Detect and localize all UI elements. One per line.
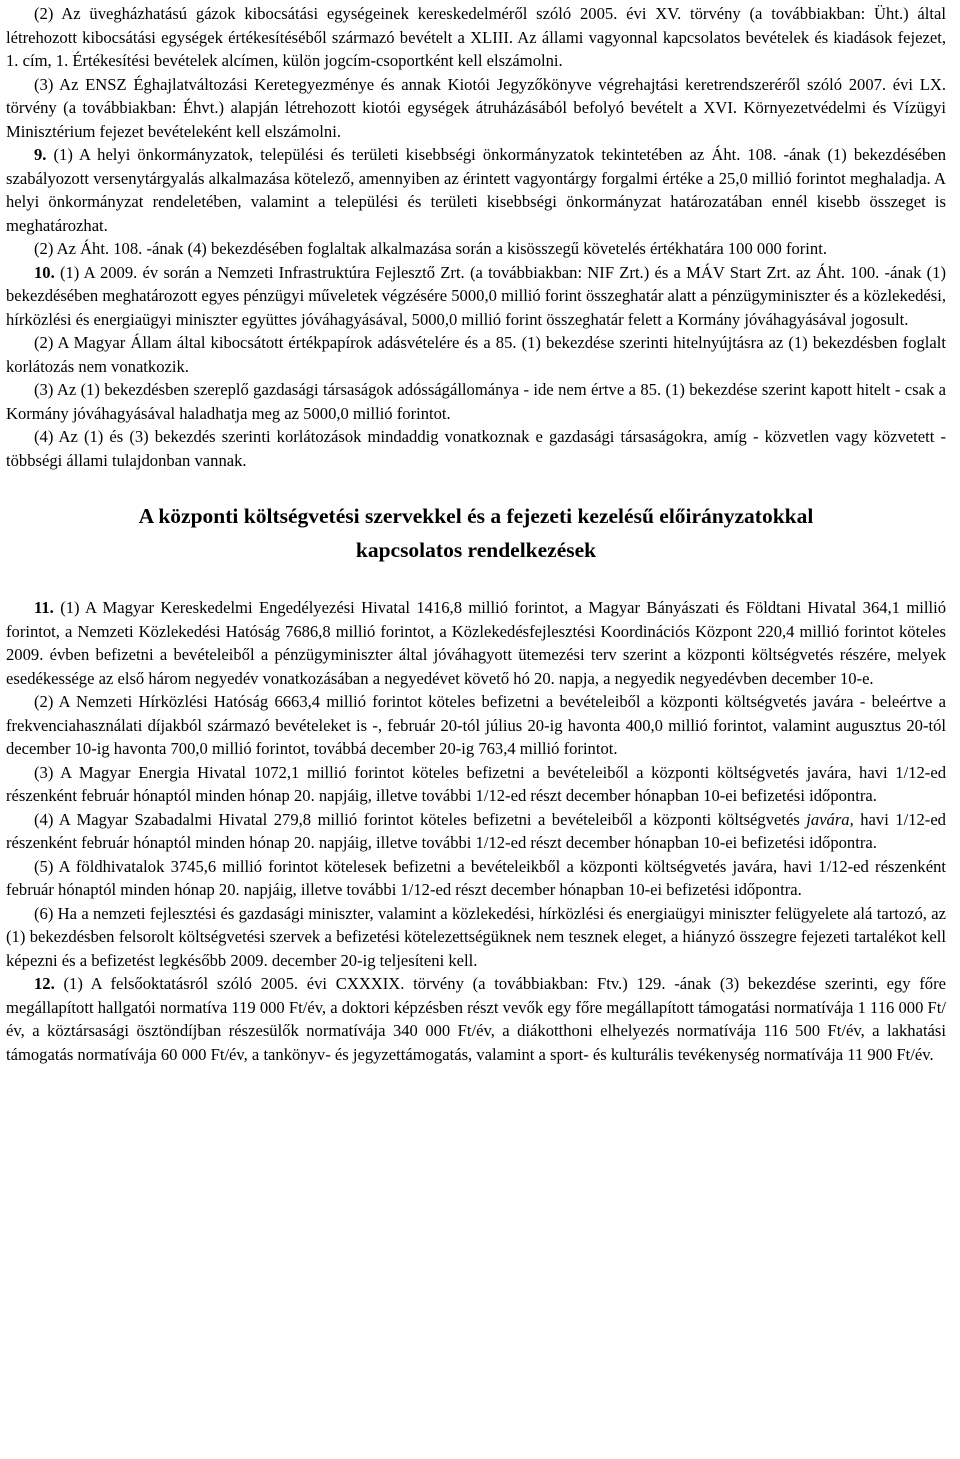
section-11-p4-italic: javára, [806,809,854,829]
section-9-paragraph-2: (2) Az Áht. 108. -ának (4) bekezdésében foglaltak alkalmazása során a kisösszegű követelés értékhatára 100 000 forint. [34,239,827,258]
section-11-paragraph-2: (2) A Nemzeti Hírközlési Hatóság 6663,4 millió forintot köteles befizetni a bevételeiből a központi költségvetés javára - beleértve a frekvenciahasználati díjakból származó bevételeket is -, február 20-tól július 20-ig havonta 400,0 millió forintot, valamint augusztus 20-tól december 10-ig havonta 700,0 millió forintot, továbbá december 20-ig 763,4 millió forintot. [6,692,946,758]
section-10-paragraph-1 [6,261,946,332]
section-11-paragraph-4 [6,808,946,855]
section-10-paragraph-2: (2) A Magyar Állam által kibocsátott értékpapírok adásvételére és a 85. (1) bekezdése szerinti hitelnyújtásra az (1) bekezdésben foglalt korlátozás nem vonatkozik. [6,333,946,376]
chapter-heading-line-2: kapcsolatos rendelkezések [355,538,597,562]
section-number-11: 11. [34,598,54,617]
chapter-heading [6,499,946,567]
paragraph-9-3-ehvt: (3) Az ENSZ Éghajlatváltozási Keretegyezménye és annak Kiotói Jegyzőkönyve végrehajtási keretrendszeréről szóló 2007. évi LX. törvény (a továbbiakban: Éhvt.) alapján létrehozott kiotói egységek átruházásából befolyó bevételt a XVI. Környezetvédelmi és Vízügyi Minisztérium fejezet bevételeként kell elszámolni. [6,74,946,141]
section-11-p4-text-a: (4) A Magyar Szabadalmi Hivatal 279,8 millió forintot köteles befizetni a bevételeiből a központi költségvetés [34,809,807,829]
section-9-paragraph-1 [6,143,946,237]
section-11-text: (1) A Magyar Kereskedelmi Engedélyezési Hivatal 1416,8 millió forintot, a Magyar Bányászati és Földtani Hivatal 364,1 millió forintot, a Nemzeti Közlekedési Hatóság 7686,8 millió forintot, a Közlekedésfejlesztési Koordinációs Központ 220,4 millió forintot köteles 2009. évben befizetni a bevételeiből a pénzügyminiszter által jóváhagyott ütemezési terv szerint a központi költségvetés részére, melyek esedékessége az első három negyedév vonatkozásában a negyedévet követő hó 20. napja, a negyedik negyedévben december 10-e. [6,598,946,688]
section-10-paragraph-3: (3) Az (1) bekezdésben szereplő gazdasági társaságok adósságállománya - ide nem értve a 85. (1) bekezdése szerint kapott hitelt - csak a Kormány jóváhagyásával haladhatja meg az 5000,0 millió forintot. [6,380,946,423]
section-number-12: 12. [34,974,55,993]
document-page [6,2,946,1066]
section-11-paragraph-5: (5) A földhivatalok 3745,6 millió forintot kötelesek befizetni a bevételeikből a központi költségvetés javára, havi 1/12-ed részenként február hónaptól minden hónap 20. napjáig, illetve további 1/12-ed részt december hónapban 10-ei befizetési időpontra. [6,856,946,899]
section-12-text: (1) A felsőoktatásról szóló 2005. évi CXXXIX. törvény (a továbbiakban: Ftv.) 129. -ának (3) bekezdése szerinti, egy főre megállapított hallgatói normatíva 119 000 Ft/év, a doktori képzésben részt vevők egy főre megállapított támogatási normatívája 1 116 000 Ft/év, a köztársasági ösztöndíjban részesülők normatívája 340 000 Ft/év, a diákotthoni elhelyezés normatívája 116 500 Ft/év, a lakhatási támogatás normatívája 60 000 Ft/év, a tankönyv- és jegyzettámogatás, valamint a sport- és kulturális tevékenység normatívája 11 900 Ft/év. [6,974,946,1064]
section-9-text: (1) A helyi önkormányzatok, települési és területi kisebbségi önkormányzatok tekintetében az Áht. 108. -ának (1) bekezdésében szabályozott versenytárgyalás alkalmazása kötelező, amennyiben az érintett vagyontárgy forgalmi értéke a 25,0 millió forintot meghaladja. A helyi önkormányzat rendeletében, valamint a települési és területi kisebbségi önkormányzat határozatában ennél kisebb összeget is meghatározhat. [6,145,946,235]
section-number-10: 10. [34,262,55,282]
section-10-text: (1) A 2009. év során a Nemzeti Infrastruktúra Fejlesztő Zrt. (a továbbiakban: NIF Zrt.) és a MÁV Start Zrt. az Áht. 100. -ának (1) bekezdésében meghatározott egyes pénzügyi műveletek végzésére 5000,0 millió forint összeghatár alatt a pénzügyminiszter és a közlekedési, hírközlési és energiaügyi miniszter együttes jóváhagyásával, 5000,0 millió forint összeghatár felett a Kormány jóváhagyásával jogosult. [6,262,946,329]
section-11-paragraph-3: (3) A Magyar Energia Hivatal 1072,1 millió forintot köteles befizetni a bevételeiből a központi költségvetés javára, havi 1/12-ed részenként február hónaptól minden hónap 20. napjáig, illetve további 1/12-ed részt december hónapban 10-ei befizetési időpontra. [6,762,946,805]
section-11-p4-text-b: havi 1/12-ed részenként február hónaptól minden hónap 20. napjáig, illetve további 1/12-ed részt december hónapban 10-ei befizetési időpontra. [6,809,946,852]
section-12-paragraph-1 [6,972,946,1066]
section-11-paragraph-1 [6,596,946,690]
section-number-9: 9. [34,145,47,164]
paragraph-9-2-uht: (2) Az üvegházhatású gázok kibocsátási egységeinek kereskedelméről szóló 2005. évi XV. törvény (a továbbiakban: Üht.) által létrehozott kibocsátási egységek értékesítéséből származó bevételt a XLIII. Az állami vagyonnal kapcsolatos bevételek és kiadások fejezet, 1. cím, 1. Értékesítési bevételek alcímen, külön jogcím-csoportként kell elszámolni. [6,4,946,70]
section-11-paragraph-6: (6) Ha a nemzeti fejlesztési és gazdasági miniszter, valamint a közlekedési, hírközlési és energiaügyi miniszter felügyelete alá tartozó, az (1) bekezdésben felsorolt költségvetési szervek a befizetési kötelezettségüknek nem tesznek eleget, a hiányzó összegre fejezeti tartalékot kell képezni és a befizetést legkésőbb 2009. december 20-ig teljesíteni kell. [6,903,946,970]
section-10-paragraph-4: (4) Az (1) és (3) bekezdés szerinti korlátozások mindaddig vonatkoznak e gazdasági társaságokra, amíg - közvetlen vagy közvetett - többségi állami tulajdonban vannak. [6,427,946,470]
chapter-heading-line-1: A központi költségvetési szervekkel és a fejezeti kezelésű előirányzatokkal [138,504,814,528]
